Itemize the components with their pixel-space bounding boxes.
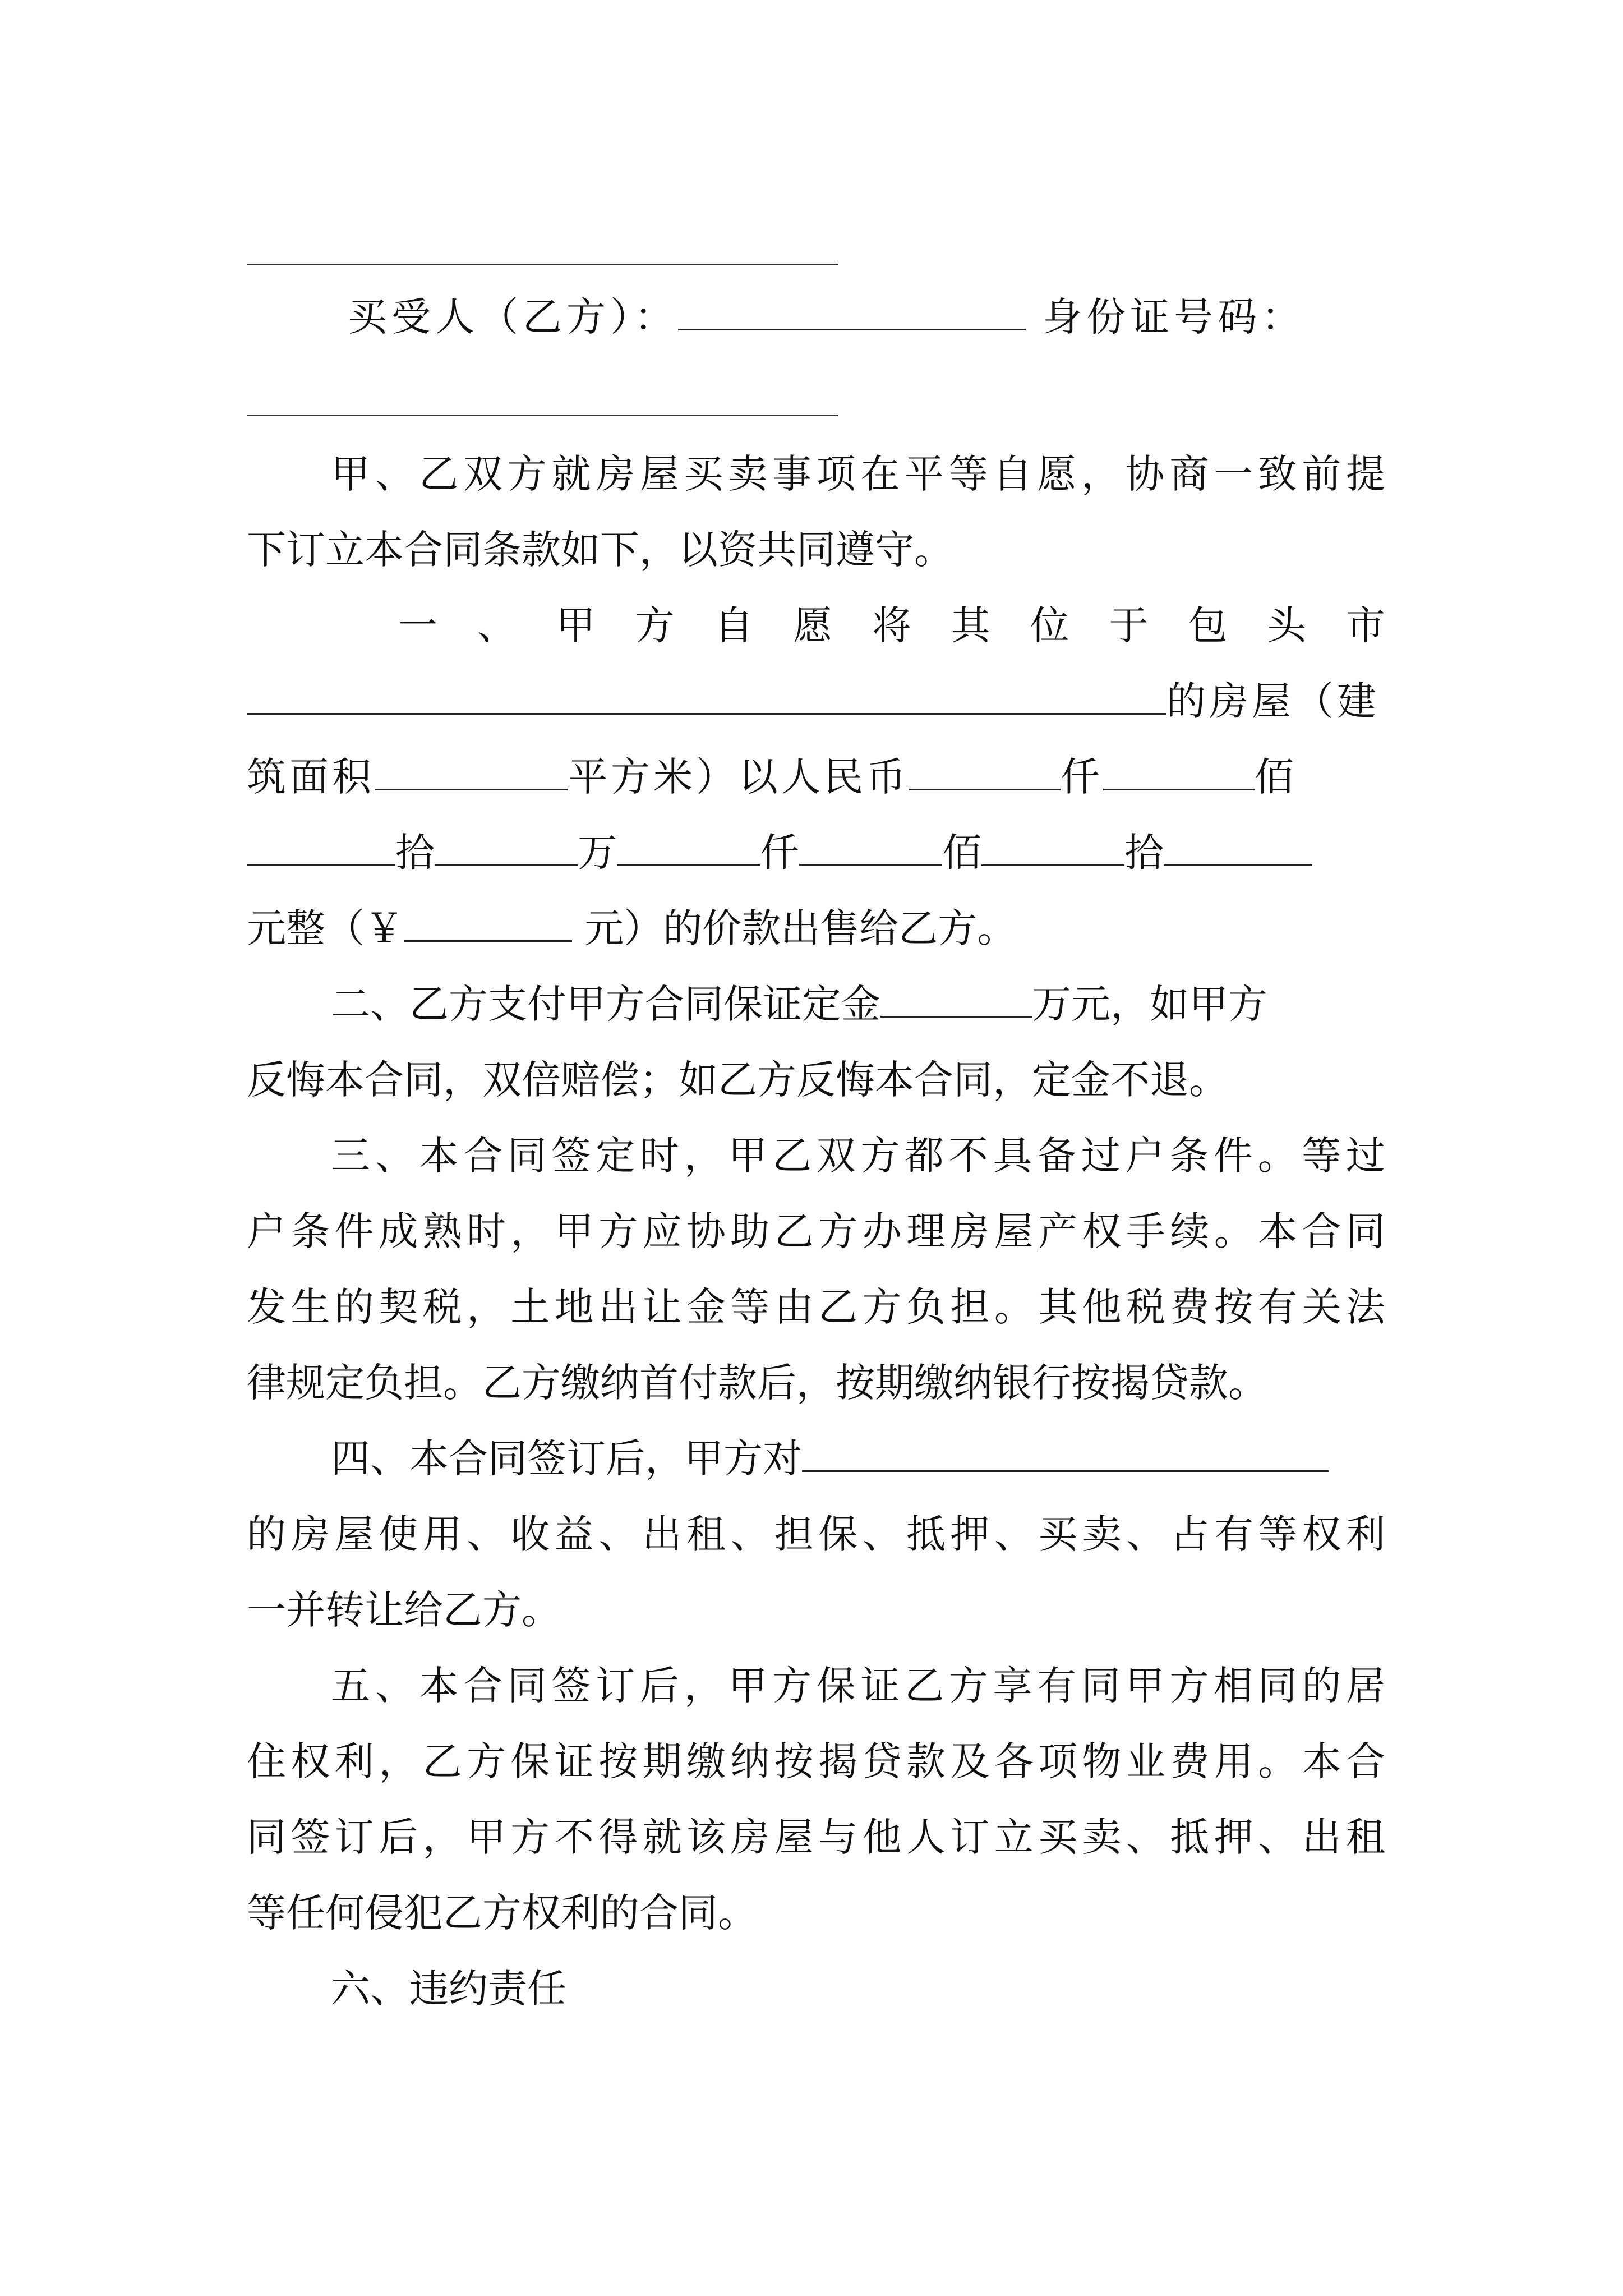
intro-line-1: 甲、乙双方就房屋买卖事项在平等自愿，协商一致前提 bbox=[331, 451, 1385, 497]
clause-1-line-5: 元整（￥ 元）的价款出售给乙方。 bbox=[247, 900, 1385, 956]
price-yuan-blank[interactable] bbox=[1164, 827, 1312, 867]
clause-5-line-1: 五、本合同签订后，甲方保证乙方享有同甲方相同的居 bbox=[331, 1663, 1385, 1709]
top-fill-line bbox=[247, 264, 838, 265]
clause-3-line-1: 三、本合同签定时，甲乙双方都不具备过户条件。等过 bbox=[331, 1133, 1385, 1179]
clause-1-line-1: 一、甲方自愿将其位于包头市 bbox=[398, 602, 1385, 648]
price-qian-blank[interactable] bbox=[909, 752, 1061, 791]
clause-5-line-4: 等任何侵犯乙方权利的合同。 bbox=[247, 1890, 757, 1936]
clause-5-line-3: 同签订后，甲方不得就该房屋与他人订立买卖、抵押、出租 bbox=[247, 1814, 1385, 1860]
price-shi2-blank[interactable] bbox=[981, 827, 1124, 867]
price-bai-blank[interactable] bbox=[1103, 752, 1255, 791]
clause-2-line-1: 二、乙方支付甲方合同保证定金 万元，如甲方 bbox=[247, 976, 1385, 1032]
buyer-name-blank[interactable] bbox=[678, 292, 1026, 331]
price-wan-blank[interactable] bbox=[435, 827, 578, 867]
deposit-blank[interactable] bbox=[880, 979, 1032, 1018]
clause-1-line-3: 筑面积 平方米）以人民币 仟 佰 bbox=[247, 749, 1385, 805]
clause-3-line-3: 发生的契税，土地出让金等由乙方负担。其他税费按有关法 bbox=[247, 1284, 1385, 1330]
house-address-blank[interactable] bbox=[247, 676, 1166, 715]
price-bai2-blank[interactable] bbox=[799, 827, 942, 867]
clause-2-line-2: 反悔本合同，双倍赔偿；如乙方反悔本合同，定金不退。 bbox=[247, 1057, 1228, 1103]
buyer-line bbox=[348, 289, 1396, 345]
price-qian2-blank[interactable] bbox=[617, 827, 760, 867]
clause-5-line-2: 住权利，乙方保证按期缴纳按揭贷款及各项物业费用。本合 bbox=[247, 1738, 1385, 1784]
clause-1-line-4: 拾 万 仟 佰 拾 bbox=[247, 825, 1385, 881]
price-numeric-blank[interactable] bbox=[404, 903, 572, 942]
clause-4-line-2: 的房屋使用、收益、出租、担保、抵押、买卖、占有等权利 bbox=[247, 1511, 1385, 1557]
clause-3-line-4: 律规定负担。乙方缴纳首付款后，按期缴纳银行按揭贷款。 bbox=[247, 1360, 1267, 1406]
id-label: 身份证号码： bbox=[1043, 294, 1306, 340]
clause-4-line-1: 四、本合同签订后，甲方对 bbox=[247, 1430, 1385, 1487]
clause-1-line-2: 的房屋（建 bbox=[247, 673, 1385, 729]
property-blank[interactable] bbox=[802, 1433, 1329, 1473]
clause-6-title: 六、违约责任 bbox=[331, 1966, 566, 2012]
clause-4-line-3: 一并转让给乙方。 bbox=[247, 1587, 561, 1633]
area-blank[interactable] bbox=[375, 752, 568, 791]
intro-line-2: 下订立本合同条款如下，以资共同遵守。 bbox=[247, 527, 953, 573]
buyer-label: 买受人（乙方）： bbox=[348, 294, 678, 340]
clause-3-line-2: 户条件成熟时，甲方应协助乙方办理房屋产权手续。本合同 bbox=[247, 1208, 1385, 1254]
price-shi-blank[interactable] bbox=[247, 827, 395, 867]
id-number-fill-line bbox=[247, 415, 838, 416]
